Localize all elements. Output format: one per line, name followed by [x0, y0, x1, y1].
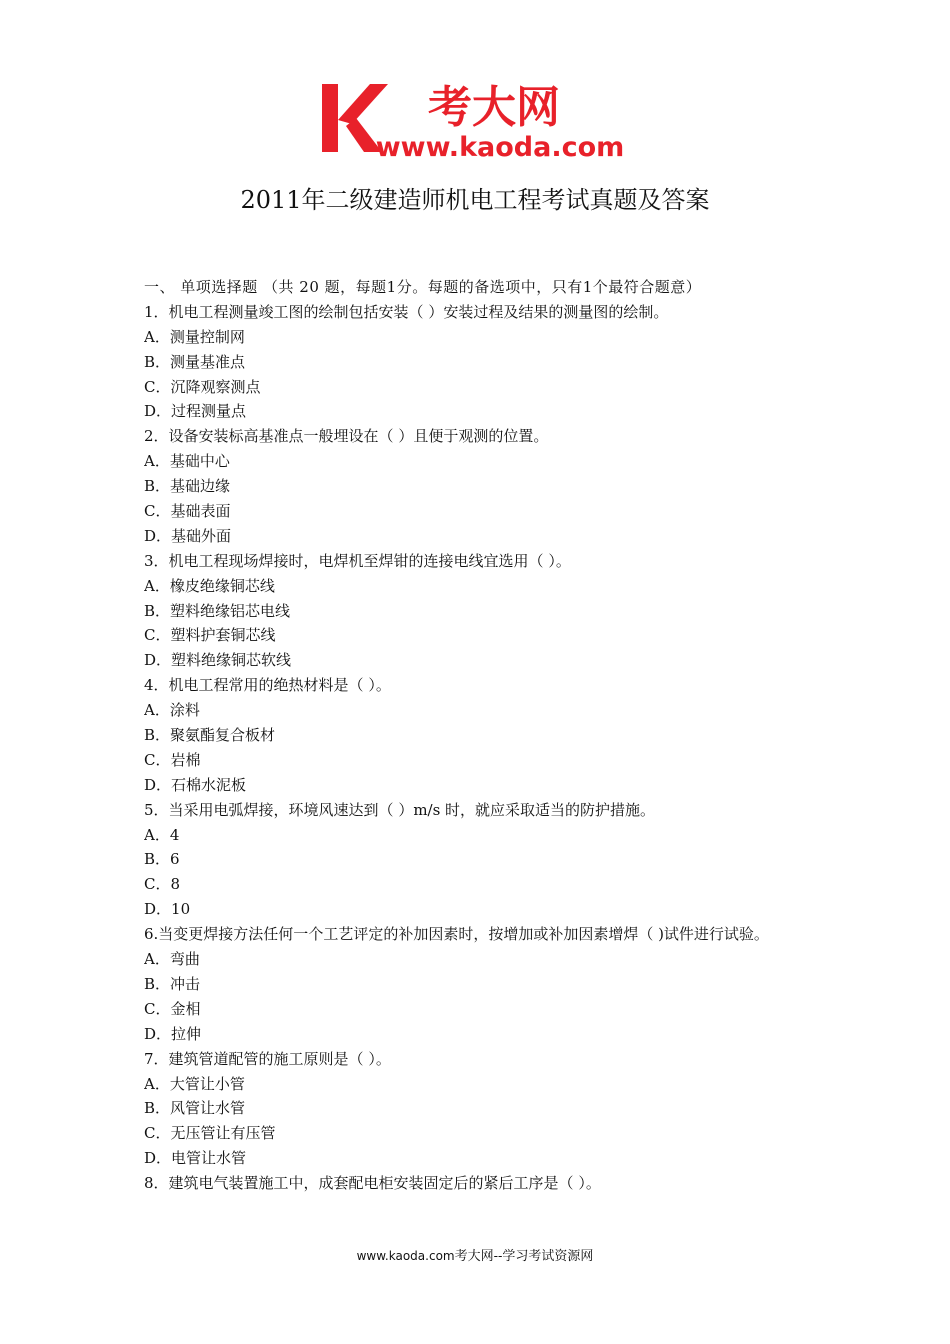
question-stem: 4．机电工程常用的绝热材料是（ ）。: [144, 676, 391, 695]
question-stem: 7．建筑管道配管的施工原则是（ ）。: [144, 1049, 391, 1068]
footer-site-url: www.kaoda.com: [356, 1249, 455, 1263]
answer-option: C．沉降观察测点: [144, 377, 261, 396]
answer-option: D．过程测量点: [144, 402, 247, 421]
answer-option: C．金相: [144, 999, 201, 1018]
kaoda-logo-icon: [318, 78, 638, 164]
answer-option: D．拉伸: [144, 1024, 202, 1043]
answer-option: A．涂料: [144, 701, 200, 720]
answer-option: B．6: [144, 850, 180, 869]
answer-option: A．弯曲: [144, 950, 200, 969]
footer-site-name: 考大网--学习考试资源网: [454, 1249, 594, 1264]
question-content: [144, 275, 814, 1196]
answer-option: B．测量基准点: [144, 352, 246, 371]
question-lines: [144, 300, 814, 1196]
question-stem: 5．当采用电弧焊接，环境风速达到（ ）m/s 时，就应采取适当的防护措施。: [144, 800, 656, 819]
answer-option: D．10: [144, 900, 191, 919]
kaoda-logo: [318, 78, 638, 164]
answer-option: A．基础中心: [144, 452, 230, 471]
logo-url-text: www.kaoda.com: [375, 132, 625, 163]
question-stem: 1．机电工程测量竣工图的绘制包括安装（ ）安装过程及结果的测量图的绘制。: [144, 302, 669, 321]
question-stem: 2．设备安装标高基准点一般埋设在（ ）且便于观测的位置。: [144, 427, 549, 446]
answer-option: C．基础表面: [144, 502, 231, 521]
answer-option: B．基础边缘: [144, 477, 231, 496]
answer-option: C．塑料护套铜芯线: [144, 626, 276, 645]
answer-option: D．石棉水泥板: [144, 775, 247, 794]
answer-option: C．岩棉: [144, 750, 201, 769]
page-footer: [0, 1246, 950, 1267]
question-stem: 6.当变更焊接方法任何一个工艺评定的补加因素时，按增加或补加因素增焊（ )试件进行试验。: [144, 925, 769, 944]
answer-option: B．聚氨酯复合板材: [144, 726, 276, 745]
question-stem: 8．建筑电气装置施工中，成套配电柜安装固定后的紧后工序是（ ）。: [144, 1174, 601, 1193]
answer-option: A．4: [144, 825, 180, 844]
document-title: 2011年二级建造师机电工程考试真题及答案: [240, 186, 710, 214]
answer-option: A．橡皮绝缘铜芯线: [144, 576, 275, 595]
answer-option: B．冲击: [144, 974, 201, 993]
answer-option: D．电管让水管: [144, 1149, 247, 1168]
answer-option: D．塑料绝缘铜芯软线: [144, 651, 292, 670]
answer-option: A．大管让小管: [144, 1074, 245, 1093]
answer-option: C．8: [144, 875, 181, 894]
answer-option: B．风管让水管: [144, 1099, 246, 1118]
section-header: 一、 单项选择题 （共 20 题，每题1分。每题的备选项中，只有1个最符合题意）: [144, 278, 702, 296]
answer-option: C．无压管让有压管: [144, 1124, 276, 1143]
question-stem: 3．机电工程现场焊接时，电焊机至焊钳的连接电线宜选用（ ）。: [144, 551, 571, 570]
answer-option: D．基础外面: [144, 526, 232, 545]
answer-option: B．塑料绝缘铝芯电线: [144, 601, 291, 620]
logo-cn-text: 考大网: [428, 82, 560, 133]
answer-option: A．测量控制网: [144, 327, 245, 346]
